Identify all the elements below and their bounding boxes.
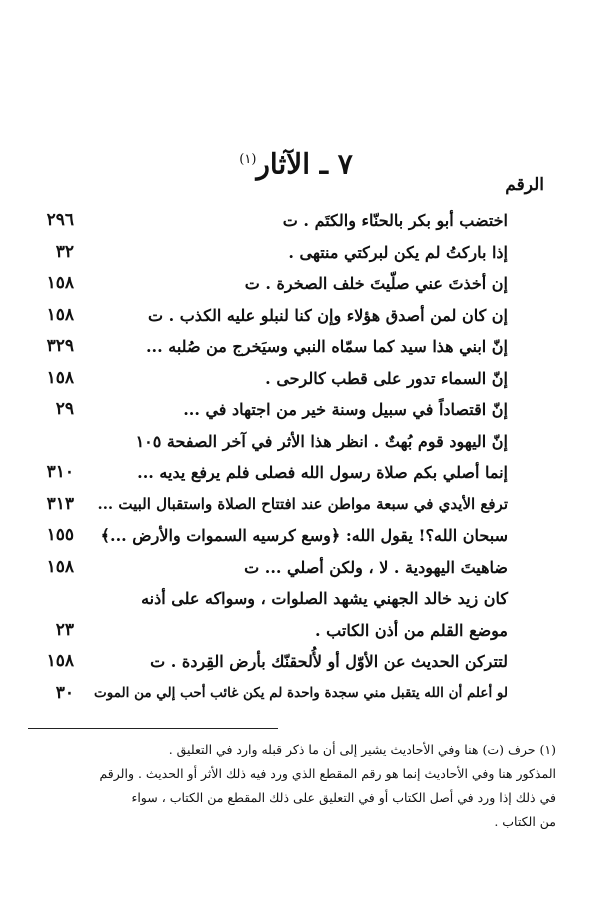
entry-row <box>0 583 592 615</box>
entry-number: ٣٠ <box>55 682 74 703</box>
entry-text: إنّ ابني هذا سيد كما سمّاه النبي وسيَخرج من صُلبه ... <box>145 337 508 356</box>
entries-list <box>0 205 592 709</box>
footnote-line: المذكور هنا وفي الأحاديث إنما هو رقم المقطع الذي ورد فيه ذلك الأثر أو الحديث . والرقم <box>99 766 556 781</box>
entry-row <box>0 489 592 521</box>
footnote-marker: (١) <box>239 152 257 167</box>
footnote-divider <box>28 728 278 729</box>
entry-text: إن كان لمن أصدق هؤلاء وإن كنا لنبلو عليه الكذب . ت <box>147 305 508 325</box>
entry-text: إنّ اقتصاداً في سبيل وسنة خير من اجتهاد في ... <box>183 400 508 419</box>
section-title-text: ٧ ـ الآثار <box>256 147 353 181</box>
entry-row <box>0 300 592 332</box>
entry-number: ٢٩٦ <box>46 210 74 230</box>
entry-row <box>0 363 592 395</box>
entry-text: إن أخذتَ عني صلّيتَ خلف الصخرة . ت <box>244 274 508 293</box>
entry-text: موضع القلم من أذن الكاتب . <box>315 620 508 640</box>
entry-row <box>0 646 592 678</box>
entry-row <box>0 615 592 647</box>
entry-number: ٣١٠ <box>46 462 74 482</box>
entry-text: إذا باركتُ لم يكن لبركتي منتهى . <box>288 242 508 262</box>
entry-row <box>0 394 592 426</box>
entry-text: اختضب أبو بكر بالحنّاء والكتَم . ت <box>282 211 508 230</box>
entry-row <box>0 457 592 489</box>
entry-text: سبحان الله؟! يقول الله: ﴿وسع كرسيه السموات والأرض ...﴾ <box>100 526 508 545</box>
footnote-line: في ذلك إذا ورد في أصل الكتاب أو في التعليق على ذلك المقطع من الكتاب ، سواء <box>131 790 556 805</box>
entry-number: ١٥٨ <box>46 556 74 577</box>
entry-number: ١٥٨ <box>46 304 74 325</box>
entry-row <box>0 205 592 237</box>
entry-number: ١٥٥ <box>46 525 74 545</box>
entry-number: ٣٢٩ <box>46 336 74 356</box>
entry-text: كان زيد خالد الجهني يشهد الصلوات ، وسواكه على أذنه <box>141 589 508 608</box>
entry-number: ١٥٨ <box>46 367 74 388</box>
entry-row <box>0 552 592 584</box>
entry-row <box>0 678 592 710</box>
entry-text: لتتركن الحديث عن الأوّل أو لأُلحقنّك بأرض القِردة . ت <box>150 652 508 671</box>
entry-text: لو أعلم أن الله يتقبل مني سجدة واحدة لم يكن غائب أحب إلي من الموت <box>94 684 508 701</box>
entry-number: ٣٢ <box>55 241 74 262</box>
entry-number: ١٥٨ <box>46 273 74 293</box>
entry-number: ١٥٨ <box>46 651 74 671</box>
entry-row <box>0 520 592 552</box>
entry-row <box>0 237 592 269</box>
footnote-line: (١) حرف (ت) هنا وفي الأحاديث يشير إلى أن ما ذكر قبله وارد في التعليق . <box>168 742 556 757</box>
section-title <box>0 140 592 184</box>
column-header-number: الرقم <box>505 175 544 195</box>
footnote-line: من الكتاب . <box>494 814 556 829</box>
entry-row <box>0 268 592 300</box>
entry-text: إنّ اليهود قوم بُهتٌ . انظر هذا الأثر في آخر الصفحة ١٠٥ <box>135 431 508 451</box>
entry-text: إنما أصلي بكم صلاة رسول الله فصلى فلم يرفع يديه ... <box>137 463 508 482</box>
entry-number: ٣١٣ <box>46 493 74 514</box>
entry-number: ٢٣ <box>55 619 74 640</box>
entry-row <box>0 331 592 363</box>
entry-text: إنّ السماء تدور على قطب كالرحى . <box>265 368 508 388</box>
entry-number: ٢٩ <box>55 399 74 419</box>
footnote <box>28 738 556 834</box>
entry-text: ضاهيتَ اليهودية . لا ، ولكن أصلي ... ت <box>244 557 508 577</box>
entry-row <box>0 426 592 458</box>
entry-text: ترفع الأيدي في سبعة مواطن عند افتتاح الصلاة واستقبال البيت ... <box>97 494 508 513</box>
